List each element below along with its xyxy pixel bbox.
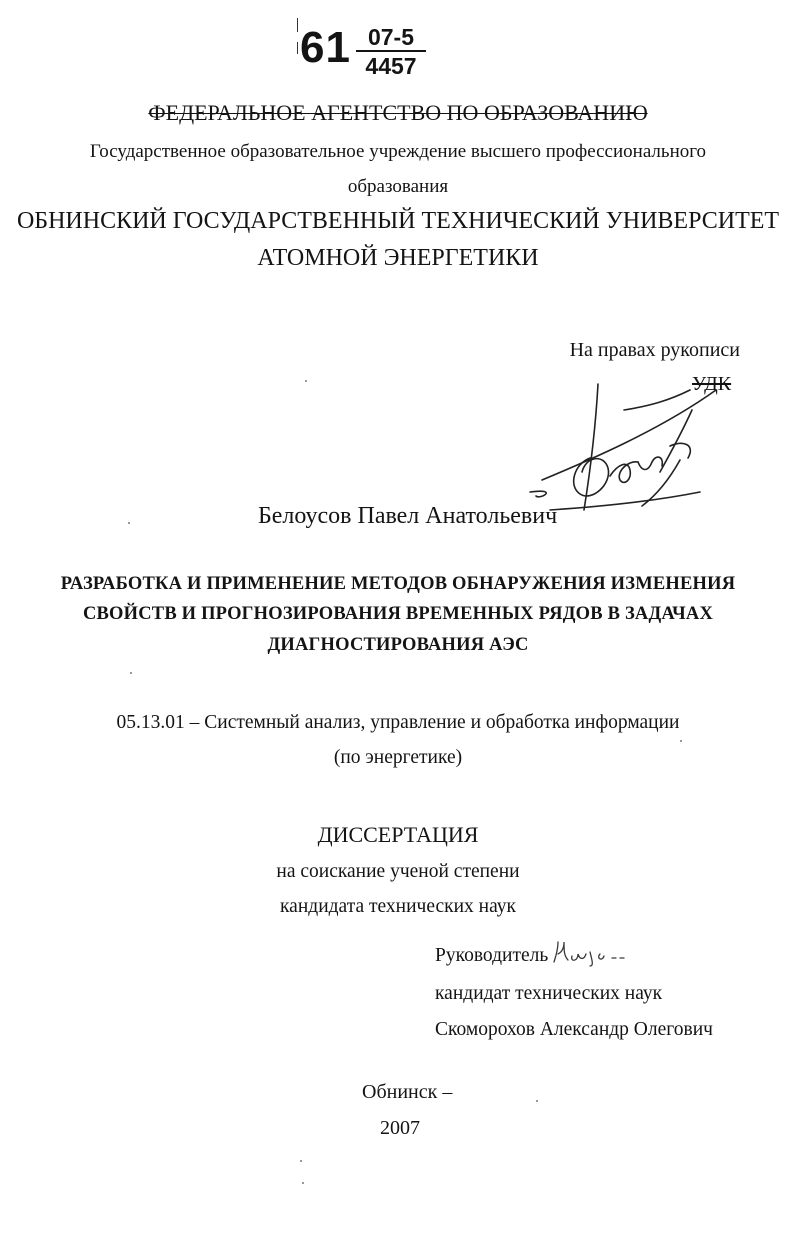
stamp-tick-mark bbox=[297, 42, 298, 54]
supervisor-role-label: Руководитель bbox=[435, 945, 549, 966]
stamp-tick-mark bbox=[297, 18, 298, 32]
supervisor-signature-icon bbox=[550, 936, 630, 968]
scan-speck bbox=[680, 740, 682, 742]
archive-stamp-numerator: 07-5 bbox=[367, 24, 415, 50]
archive-stamp-fraction bbox=[356, 24, 426, 78]
scan-speck bbox=[305, 380, 307, 382]
archive-stamp-number: 61 bbox=[300, 23, 351, 72]
scan-speck bbox=[300, 1160, 302, 1162]
institution-line-2: образования bbox=[347, 176, 449, 197]
degree-name-line: кандидата технических наук bbox=[280, 896, 516, 917]
degree-purpose-line: на соискание ученой степени bbox=[276, 861, 520, 882]
author-name: Белоусов Павел Анатольевич bbox=[258, 503, 558, 529]
specialty-area-line: (по энергетике) bbox=[333, 747, 463, 768]
thesis-title-line-2: СВОЙСТВ И ПРОГНОЗИРОВАНИЯ ВРЕМЕННЫХ РЯДОВ В ЗАДАЧАХ bbox=[82, 604, 714, 624]
dissertation-heading: ДИССЕРТАЦИЯ bbox=[317, 822, 479, 847]
archive-stamp-fraction-bar bbox=[356, 50, 426, 52]
archive-stamp-denominator: 4457 bbox=[365, 53, 417, 79]
author-signature-icon bbox=[520, 360, 770, 530]
specialty-code-line: 05.13.01 – Системный анализ, управление и обработка информации bbox=[116, 712, 680, 733]
scan-speck bbox=[130, 672, 132, 674]
scan-speck bbox=[128, 522, 130, 524]
supervisor-degree: кандидат технических наук bbox=[435, 983, 663, 1004]
institution-line-1: Государственное образовательное учреждение высшего профессионального bbox=[89, 141, 707, 162]
city-label: Обнинск – bbox=[362, 1081, 453, 1103]
university-name-line-1: ОБНИНСКИЙ ГОСУДАРСТВЕННЫЙ ТЕХНИЧЕСКИЙ УНИВЕРСИТЕТ bbox=[16, 208, 780, 234]
university-name-line-2: АТОМНОЙ ЭНЕРГЕТИКИ bbox=[257, 245, 539, 271]
thesis-title-line-1: РАЗРАБОТКА И ПРИМЕНЕНИЕ МЕТОДОВ ОБНАРУЖЕНИЯ ИЗМЕНЕНИЯ bbox=[60, 574, 736, 594]
thesis-title-line-3: ДИАГНОСТИРОВАНИЯ АЭС bbox=[267, 635, 529, 655]
udk-label: УДК bbox=[692, 373, 732, 395]
manuscript-rights-note: На правах рукописи bbox=[569, 339, 740, 361]
supervisor-name: Скоморохов Александр Олегович bbox=[435, 1019, 713, 1040]
year-label: 2007 bbox=[380, 1117, 420, 1139]
scan-speck bbox=[536, 1100, 538, 1102]
scan-speck bbox=[302, 1182, 304, 1184]
agency-heading: ФЕДЕРАЛЬНОЕ АГЕНТСТВО ПО ОБРАЗОВАНИЮ bbox=[148, 100, 648, 125]
